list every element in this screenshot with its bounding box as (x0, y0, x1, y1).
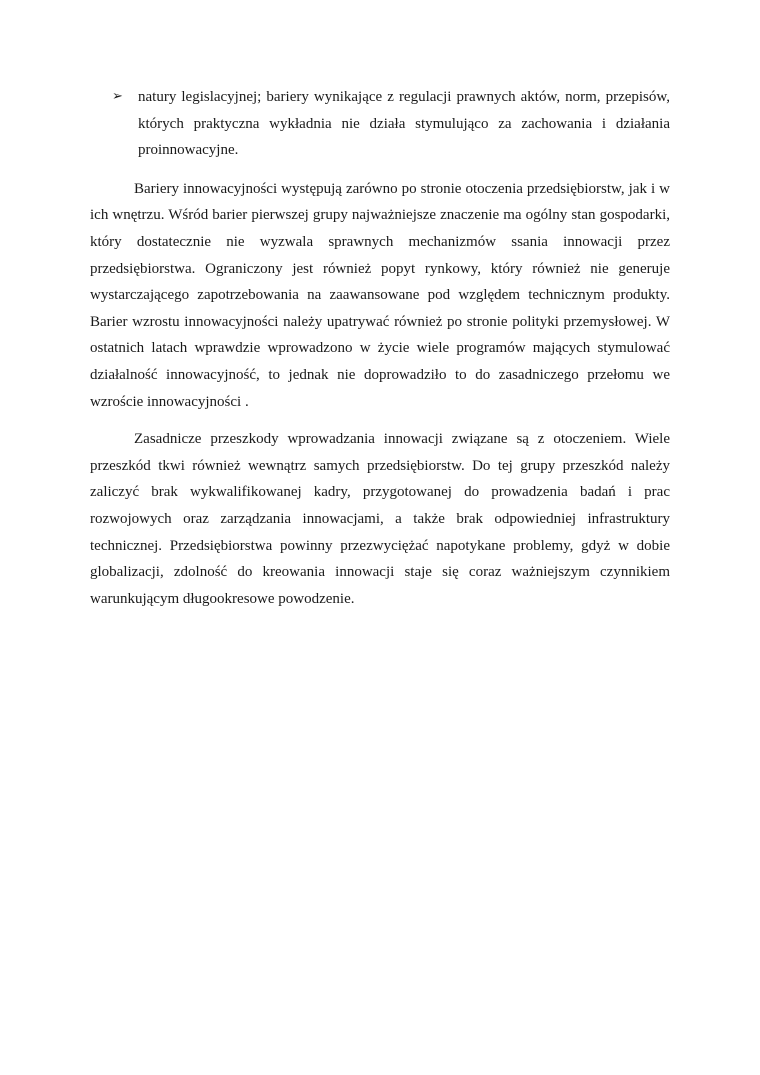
bullet-text: natury legislacyjnej; bariery wynikające z regulacji prawnych aktów, norm, przepisów, których praktyczna wykładnia nie działa stymulująco za zachowania i działania proinnowacyjne. (138, 89, 670, 159)
paragraph-barriers: Bariery innowacyjności występują zarówno po stronie otoczenia przedsiębiorstw, jak i w ich wnętrzu. Wśród barier pierwszej grupy najważniejsze znaczenie ma ogólny stan gospodarki, który dostatecznie nie wyzwala sprawnych mechanizmów ssania innowacji przez przedsiębiorstwa. Ograniczony jest również popyt rynkowy, który również nie generuje wystarczającego zapotrzebowania na zaawansowane pod względem technicznym produkty. Barier wzrostu innowacyjności należy upatrywać również po stronie polityki przemysłowej. W ostatnich latach wprawdzie wprowadzono w życie wiele programów mających stymulować działalność innowacyjność, to jednak nie doprowadziło to do zasadniczego przełomu we wzroście innowacyjności . (90, 180, 670, 410)
paragraph-obstacles: Zasadnicze przeszkody wprowadzania innowacji związane są z otoczeniem. Wiele przeszkód tkwi również wewnątrz samych przedsiębiorstw. Do tej grupy przeszkód należy zaliczyć brak wykwalifikowanej kadry, przygotowanej do prowadzenia badań i prac rozwojowych oraz zarządzania innowacjami, a także brak odpowiedniej infrastruktury technicznej. Przedsiębiorstwa powinny przezwyciężać napotykane problemy, gdyż w dobie globalizacji, zdolność do kreowania innowacji staje się coraz ważniejszym czynnikiem warunkującym długookresowe powodzenie. (90, 431, 670, 607)
bullet-list-item (90, 84, 670, 164)
document-body (90, 84, 670, 612)
arrow-bullet-icon: ➢ (112, 89, 123, 104)
